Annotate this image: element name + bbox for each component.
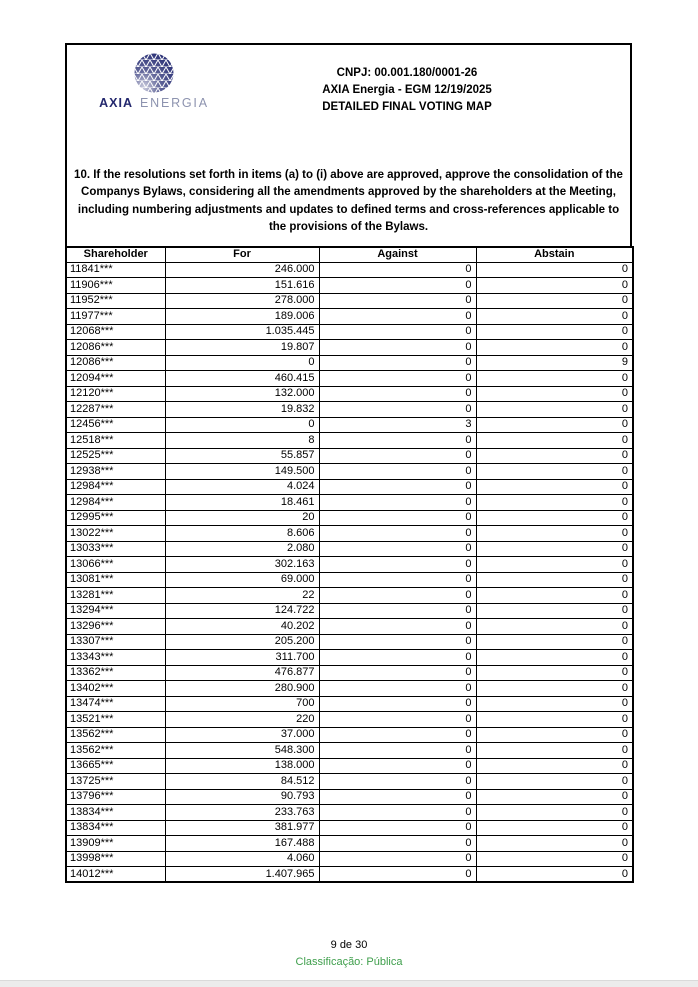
for-cell: 132.000 bbox=[165, 386, 319, 402]
abstain-cell: 0 bbox=[476, 433, 633, 449]
against-cell: 0 bbox=[319, 836, 476, 852]
abstain-cell: 0 bbox=[476, 309, 633, 325]
abstain-cell: 0 bbox=[476, 851, 633, 867]
for-cell: 2.080 bbox=[165, 541, 319, 557]
classification-label: Classificação: Pública bbox=[295, 956, 403, 968]
shareholder-cell: 12984*** bbox=[66, 479, 165, 495]
column-header-shareholder: Shareholder bbox=[66, 247, 165, 262]
document-title-block bbox=[187, 65, 627, 116]
for-cell: 22 bbox=[165, 588, 319, 604]
shareholder-cell: 13834*** bbox=[66, 820, 165, 836]
for-cell: 55.857 bbox=[165, 448, 319, 464]
shareholder-cell: 12120*** bbox=[66, 386, 165, 402]
abstain-cell: 0 bbox=[476, 743, 633, 759]
abstain-cell: 0 bbox=[476, 603, 633, 619]
shareholder-cell: 12287*** bbox=[66, 402, 165, 418]
table-row bbox=[66, 665, 633, 681]
abstain-cell: 0 bbox=[476, 278, 633, 294]
against-cell: 0 bbox=[319, 867, 476, 883]
resolution-paragraph: 10. If the resolutions set forth in items (a) to (i) above are approved, approve the consolidation of the Companys Bylaws, considering all the amendments approved by the shareholders at the Meeting, including numbering adjustments and updates to defined terms and cross-references applicable to the provisions of the Bylaws. bbox=[74, 169, 623, 233]
against-cell: 0 bbox=[319, 402, 476, 418]
abstain-cell: 0 bbox=[476, 340, 633, 356]
for-cell: 149.500 bbox=[165, 464, 319, 480]
table-row bbox=[66, 417, 633, 433]
shareholder-cell: 13022*** bbox=[66, 526, 165, 542]
table-row bbox=[66, 262, 633, 278]
for-cell: 4.024 bbox=[165, 479, 319, 495]
against-cell: 0 bbox=[319, 681, 476, 697]
abstain-cell: 0 bbox=[476, 448, 633, 464]
shareholder-cell: 12094*** bbox=[66, 371, 165, 387]
against-cell: 0 bbox=[319, 262, 476, 278]
table-row bbox=[66, 526, 633, 542]
voting-table bbox=[65, 246, 634, 883]
abstain-cell: 0 bbox=[476, 665, 633, 681]
for-cell: 8.606 bbox=[165, 526, 319, 542]
header-cnpj: CNPJ: 00.001.180/0001-26 bbox=[336, 67, 478, 79]
shareholder-cell: 13402*** bbox=[66, 681, 165, 697]
abstain-cell: 0 bbox=[476, 262, 633, 278]
abstain-cell: 0 bbox=[476, 820, 633, 836]
abstain-cell: 0 bbox=[476, 417, 633, 433]
table-row bbox=[66, 541, 633, 557]
shareholder-cell: 13033*** bbox=[66, 541, 165, 557]
for-cell: 220 bbox=[165, 712, 319, 728]
table-row bbox=[66, 851, 633, 867]
table-row bbox=[66, 789, 633, 805]
table-row bbox=[66, 712, 633, 728]
for-cell: 18.461 bbox=[165, 495, 319, 511]
for-cell: 90.793 bbox=[165, 789, 319, 805]
against-cell: 0 bbox=[319, 293, 476, 309]
table-row bbox=[66, 758, 633, 774]
abstain-cell: 0 bbox=[476, 696, 633, 712]
for-cell: 1.035.445 bbox=[165, 324, 319, 340]
table-row bbox=[66, 386, 633, 402]
against-cell: 0 bbox=[319, 340, 476, 356]
against-cell: 0 bbox=[319, 665, 476, 681]
shareholder-cell: 12995*** bbox=[66, 510, 165, 526]
abstain-cell: 0 bbox=[476, 805, 633, 821]
table-row bbox=[66, 464, 633, 480]
shareholder-cell: 13343*** bbox=[66, 650, 165, 666]
table-row bbox=[66, 309, 633, 325]
header-meeting-line: AXIA Energia - EGM 12/19/2025 bbox=[322, 84, 492, 96]
for-cell: 246.000 bbox=[165, 262, 319, 278]
abstain-cell: 0 bbox=[476, 464, 633, 480]
shareholder-cell: 11977*** bbox=[66, 309, 165, 325]
shareholder-cell: 11952*** bbox=[66, 293, 165, 309]
table-row bbox=[66, 355, 633, 371]
abstain-cell: 0 bbox=[476, 712, 633, 728]
table-row bbox=[66, 495, 633, 511]
shareholder-cell: 13294*** bbox=[66, 603, 165, 619]
table-row bbox=[66, 557, 633, 573]
for-cell: 476.877 bbox=[165, 665, 319, 681]
table-row bbox=[66, 820, 633, 836]
shareholder-cell: 13296*** bbox=[66, 619, 165, 635]
against-cell: 0 bbox=[319, 727, 476, 743]
shareholder-cell: 11841*** bbox=[66, 262, 165, 278]
logo-brand-primary: AXIA bbox=[99, 96, 133, 110]
table-row bbox=[66, 650, 633, 666]
table-row bbox=[66, 805, 633, 821]
against-cell: 0 bbox=[319, 650, 476, 666]
abstain-cell: 0 bbox=[476, 402, 633, 418]
abstain-cell: 0 bbox=[476, 619, 633, 635]
abstain-cell: 9 bbox=[476, 355, 633, 371]
shareholder-cell: 12086*** bbox=[66, 355, 165, 371]
against-cell: 0 bbox=[319, 355, 476, 371]
against-cell: 0 bbox=[319, 464, 476, 480]
for-cell: 124.722 bbox=[165, 603, 319, 619]
shareholder-cell: 13474*** bbox=[66, 696, 165, 712]
against-cell: 0 bbox=[319, 324, 476, 340]
for-cell: 1.407.965 bbox=[165, 867, 319, 883]
shareholder-cell: 13281*** bbox=[66, 588, 165, 604]
for-cell: 0 bbox=[165, 355, 319, 371]
for-cell: 84.512 bbox=[165, 774, 319, 790]
against-cell: 0 bbox=[319, 510, 476, 526]
abstain-cell: 0 bbox=[476, 681, 633, 697]
abstain-cell: 0 bbox=[476, 386, 633, 402]
shareholder-cell: 13562*** bbox=[66, 727, 165, 743]
against-cell: 0 bbox=[319, 634, 476, 650]
against-cell: 0 bbox=[319, 572, 476, 588]
against-cell: 0 bbox=[319, 603, 476, 619]
logo-brand-secondary: ENERGIA bbox=[139, 96, 209, 110]
table-row bbox=[66, 433, 633, 449]
table-header-row bbox=[66, 247, 633, 262]
table-row bbox=[66, 743, 633, 759]
against-cell: 0 bbox=[319, 743, 476, 759]
abstain-cell: 0 bbox=[476, 510, 633, 526]
abstain-cell: 0 bbox=[476, 867, 633, 883]
against-cell: 0 bbox=[319, 789, 476, 805]
abstain-cell: 0 bbox=[476, 774, 633, 790]
table-row bbox=[66, 696, 633, 712]
table-row bbox=[66, 774, 633, 790]
against-cell: 0 bbox=[319, 386, 476, 402]
table-row bbox=[66, 402, 633, 418]
for-cell: 280.900 bbox=[165, 681, 319, 697]
against-cell: 0 bbox=[319, 479, 476, 495]
against-cell: 0 bbox=[319, 526, 476, 542]
against-cell: 0 bbox=[319, 619, 476, 635]
table-row bbox=[66, 681, 633, 697]
for-cell: 8 bbox=[165, 433, 319, 449]
shareholder-cell: 13834*** bbox=[66, 805, 165, 821]
shareholder-cell: 13725*** bbox=[66, 774, 165, 790]
abstain-cell: 0 bbox=[476, 836, 633, 852]
column-header-against: Against bbox=[319, 247, 476, 262]
shareholder-cell: 13066*** bbox=[66, 557, 165, 573]
table-row bbox=[66, 588, 633, 604]
table-row bbox=[66, 867, 633, 883]
table-row bbox=[66, 727, 633, 743]
table-row bbox=[66, 340, 633, 356]
against-cell: 0 bbox=[319, 712, 476, 728]
shareholder-cell: 13562*** bbox=[66, 743, 165, 759]
for-cell: 37.000 bbox=[165, 727, 319, 743]
for-cell: 700 bbox=[165, 696, 319, 712]
for-cell: 311.700 bbox=[165, 650, 319, 666]
table-row bbox=[66, 510, 633, 526]
shareholder-cell: 12518*** bbox=[66, 433, 165, 449]
abstain-cell: 0 bbox=[476, 758, 633, 774]
abstain-cell: 0 bbox=[476, 293, 633, 309]
abstain-cell: 0 bbox=[476, 526, 633, 542]
against-cell: 0 bbox=[319, 541, 476, 557]
table-row bbox=[66, 448, 633, 464]
table-row bbox=[66, 603, 633, 619]
against-cell: 0 bbox=[319, 371, 476, 387]
against-cell: 0 bbox=[319, 448, 476, 464]
for-cell: 233.763 bbox=[165, 805, 319, 821]
shareholder-cell: 13362*** bbox=[66, 665, 165, 681]
against-cell: 0 bbox=[319, 309, 476, 325]
abstain-cell: 0 bbox=[476, 371, 633, 387]
against-cell: 0 bbox=[319, 696, 476, 712]
abstain-cell: 0 bbox=[476, 479, 633, 495]
abstain-cell: 0 bbox=[476, 541, 633, 557]
shareholder-cell: 13796*** bbox=[66, 789, 165, 805]
shareholder-cell: 13521*** bbox=[66, 712, 165, 728]
abstain-cell: 0 bbox=[476, 572, 633, 588]
column-header-abstain: Abstain bbox=[476, 247, 633, 262]
shareholder-cell: 13909*** bbox=[66, 836, 165, 852]
abstain-cell: 0 bbox=[476, 634, 633, 650]
for-cell: 460.415 bbox=[165, 371, 319, 387]
table-row bbox=[66, 324, 633, 340]
shareholder-cell: 13665*** bbox=[66, 758, 165, 774]
against-cell: 0 bbox=[319, 758, 476, 774]
shareholder-cell: 13998*** bbox=[66, 851, 165, 867]
abstain-cell: 0 bbox=[476, 588, 633, 604]
against-cell: 0 bbox=[319, 774, 476, 790]
against-cell: 0 bbox=[319, 588, 476, 604]
abstain-cell: 0 bbox=[476, 557, 633, 573]
for-cell: 167.488 bbox=[165, 836, 319, 852]
for-cell: 205.200 bbox=[165, 634, 319, 650]
against-cell: 0 bbox=[319, 433, 476, 449]
against-cell: 0 bbox=[319, 805, 476, 821]
shareholder-cell: 13307*** bbox=[66, 634, 165, 650]
table-row bbox=[66, 371, 633, 387]
table-row bbox=[66, 572, 633, 588]
for-cell: 189.006 bbox=[165, 309, 319, 325]
shareholder-cell: 12525*** bbox=[66, 448, 165, 464]
abstain-cell: 0 bbox=[476, 727, 633, 743]
shareholder-cell: 12456*** bbox=[66, 417, 165, 433]
for-cell: 0 bbox=[165, 417, 319, 433]
against-cell: 0 bbox=[319, 278, 476, 294]
page-bottom-edge bbox=[0, 980, 698, 987]
against-cell: 0 bbox=[319, 820, 476, 836]
shareholder-cell: 12086*** bbox=[66, 340, 165, 356]
for-cell: 381.977 bbox=[165, 820, 319, 836]
shareholder-cell: 14012*** bbox=[66, 867, 165, 883]
for-cell: 19.832 bbox=[165, 402, 319, 418]
for-cell: 151.616 bbox=[165, 278, 319, 294]
table-row bbox=[66, 836, 633, 852]
against-cell: 3 bbox=[319, 417, 476, 433]
for-cell: 69.000 bbox=[165, 572, 319, 588]
header-doc-title: DETAILED FINAL VOTING MAP bbox=[322, 101, 492, 113]
for-cell: 40.202 bbox=[165, 619, 319, 635]
against-cell: 0 bbox=[319, 851, 476, 867]
abstain-cell: 0 bbox=[476, 324, 633, 340]
shareholder-cell: 12938*** bbox=[66, 464, 165, 480]
against-cell: 0 bbox=[319, 557, 476, 573]
for-cell: 4.060 bbox=[165, 851, 319, 867]
table-row bbox=[66, 619, 633, 635]
for-cell: 19.807 bbox=[165, 340, 319, 356]
table-row bbox=[66, 479, 633, 495]
for-cell: 138.000 bbox=[165, 758, 319, 774]
column-header-for: For bbox=[165, 247, 319, 262]
against-cell: 0 bbox=[319, 495, 476, 511]
shareholder-cell: 11906*** bbox=[66, 278, 165, 294]
page-number: 9 de 30 bbox=[330, 939, 368, 951]
for-cell: 302.163 bbox=[165, 557, 319, 573]
shareholder-cell: 13081*** bbox=[66, 572, 165, 588]
shareholder-cell: 12068*** bbox=[66, 324, 165, 340]
abstain-cell: 0 bbox=[476, 650, 633, 666]
table-row bbox=[66, 293, 633, 309]
table-row bbox=[66, 634, 633, 650]
document-header-box bbox=[65, 43, 632, 246]
abstain-cell: 0 bbox=[476, 789, 633, 805]
for-cell: 278.000 bbox=[165, 293, 319, 309]
abstain-cell: 0 bbox=[476, 495, 633, 511]
for-cell: 20 bbox=[165, 510, 319, 526]
for-cell: 548.300 bbox=[165, 743, 319, 759]
table-row bbox=[66, 278, 633, 294]
geodesic-sphere-icon bbox=[134, 53, 174, 93]
shareholder-cell: 12984*** bbox=[66, 495, 165, 511]
